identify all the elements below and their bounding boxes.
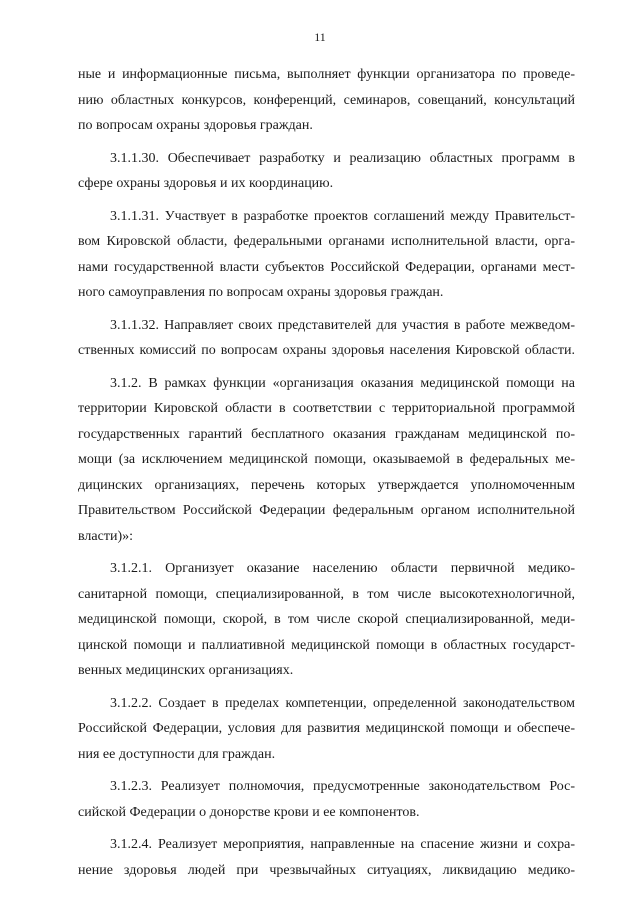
paragraph-3-1-2-4 xyxy=(78,832,575,883)
text-line: нами государственной власти субъектов Российской Федерации, органами мест- xyxy=(78,259,575,275)
text-line: венных медицинских организациях. xyxy=(78,663,294,678)
text-line: сфере охраны здоровья и их координацию. xyxy=(78,176,334,191)
text-line: 3.1.1.30. Обеспечивает разработку и реализацию областных программ в xyxy=(110,150,575,166)
text-line: власти)»: xyxy=(78,528,134,544)
paragraph-3-1-2-2 xyxy=(78,691,575,768)
text-line: мощи (за исключением медицинской помощи, оказываемой в федеральных ме- xyxy=(78,452,575,467)
paragraph-3-1-1-31 xyxy=(78,204,575,306)
page-number: 11 xyxy=(314,30,326,44)
text-line: дицинских организациях, перечень которых утверждается уполномоченным xyxy=(78,477,575,493)
paragraph-3-1-2-1 xyxy=(78,556,575,684)
text-line: ственных комиссий по вопросам охраны здоровья населения Кировской области. xyxy=(78,343,575,358)
text-line: ные и информационные письма, выполняет функции организатора по проведе- xyxy=(78,67,575,82)
paragraph-3-1-1-30 xyxy=(78,146,575,197)
text-line: вом Кировской области, федеральными органами исполнительной власти, орга- xyxy=(78,234,575,249)
text-line: 3.1.2.4. Реализует мероприятия, направленные на спасение жизни и сохра- xyxy=(110,837,575,852)
paragraph-3-1-2 xyxy=(78,371,575,550)
text-line: 3.1.2.3. Реализует полномочия, предусмотренные законодательством Рос- xyxy=(110,779,575,794)
text-line: Правительством Российской Федерации федеральным органом исполнительной xyxy=(78,503,575,518)
text-line: по вопросам охраны здоровья граждан. xyxy=(78,118,313,133)
document-body xyxy=(78,62,575,890)
text-line: 3.1.2.2. Создает в пределах компетенции, определенной законодательством xyxy=(110,695,575,711)
text-line: санитарной помощи, специализированной, в том числе высокотехнологичной, xyxy=(78,586,575,602)
text-line: 3.1.2. В рамках функции «организация оказания медицинской помощи на xyxy=(110,375,575,391)
text-line: медицинской помощи, скорой, в том числе скорой специализированной, меди- xyxy=(78,612,575,627)
text-line: территории Кировской области в соответствии с территориальной программой xyxy=(78,401,575,416)
text-line: нение здоровья людей при чрезвычайных ситуациях, ликвидацию медико- xyxy=(78,862,575,878)
text-line: цинской помощи и паллиативной медицинской помощи в областных государст- xyxy=(78,637,575,653)
text-line: нию областных конкурсов, конференций, семинаров, совещаний, консультаций xyxy=(78,92,575,108)
text-line: 3.1.1.31. Участвует в разработке проектов соглашений между Правительст- xyxy=(110,208,575,224)
text-line: сийской Федерации о донорстве крови и ее компонентов. xyxy=(78,804,420,820)
text-line: 3.1.1.32. Направляет своих представителей для участия в работе межведом- xyxy=(110,317,575,333)
paragraph-continued xyxy=(78,62,575,139)
text-line: ного самоуправления по вопросам охраны здоровья граждан. xyxy=(78,285,444,300)
text-line: Российской Федерации, условия для развития медицинской помощи и обеспече- xyxy=(78,721,575,736)
paragraph-3-1-2-3 xyxy=(78,774,575,825)
paragraph-3-1-1-32 xyxy=(78,313,575,364)
text-line: ния ее доступности для граждан. xyxy=(78,746,276,762)
text-line: государственных гарантий бесплатного оказания гражданам медицинской по- xyxy=(78,426,575,442)
text-line: 3.1.2.1. Организует оказание населению области первичной медико- xyxy=(110,561,575,576)
